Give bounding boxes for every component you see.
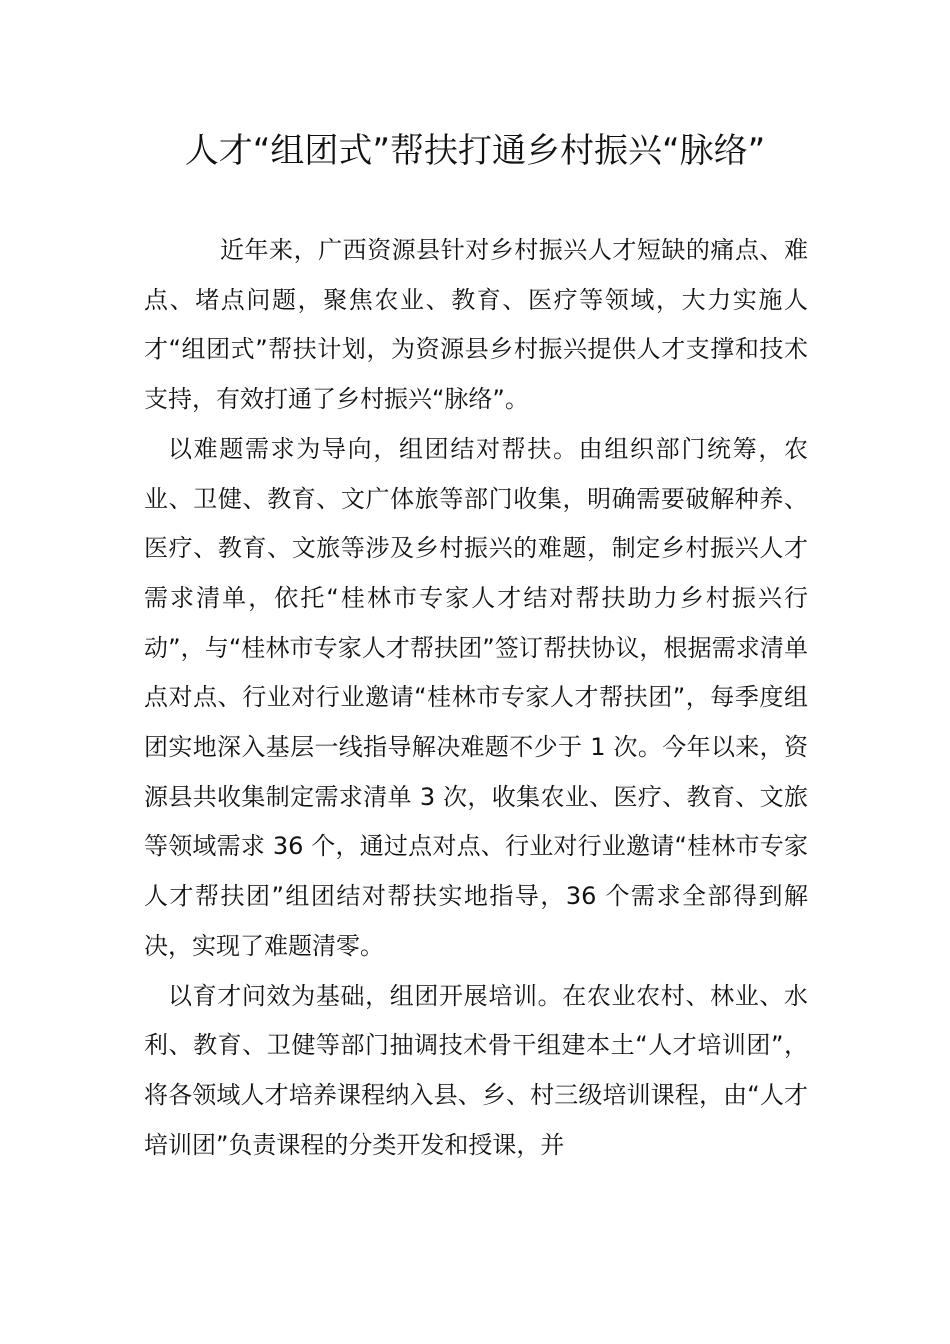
- document-body: [144, 226, 808, 1170]
- paragraph-demand-guided-assistance: 以难题需求为导向，组团结对帮扶。由组织部门统筹，农业、卫健、教育、文广体旅等部门收集，明确需要破解种养、医疗、教育、文旅等涉及乡村振兴的难题，制定乡村振兴人才需求清单，依托“桂林市专家人才结对帮扶助力乡村振兴行动”，与“桂林市专家人才帮扶团”签订帮扶协议，根据需求清单点对点、行业对行业邀请“桂林市专家人才帮扶团”，每季度组团实地深入基层一线指导解决难题不少于 1 次。今年以来，资源县共收集制定需求清单 3 次，收集农业、医疗、教育、文旅等领域需求 36 个，通过点对点、行业对行业邀请“桂林市专家人才帮扶团”组团结对帮扶实地指导，36 个需求全部得到解决，实现了难题清零。: [144, 434, 808, 960]
- paragraph-intro: 近年来，广西资源县针对乡村振兴人才短缺的痛点、难点、堵点问题，聚焦农业、教育、医疗等领域，大力实施人才“组团式”帮扶计划，为资源县乡村振兴提供人才支撑和技术支持，有效打通了乡村振兴“脉络”。: [144, 236, 808, 414]
- document-title: 人才“组团式”帮扶打通乡村振兴“脉络”: [184, 131, 766, 171]
- paragraph-talent-training: 以育才问效为基础，组团开展培训。在农业农村、林业、水利、教育、卫健等部门抽调技术骨干组建本土“人才培训团”，将各领域人才培养课程纳入县、乡、村三级培训课程，由“人才培训团”负责课程的分类开发和授课，并: [144, 981, 808, 1159]
